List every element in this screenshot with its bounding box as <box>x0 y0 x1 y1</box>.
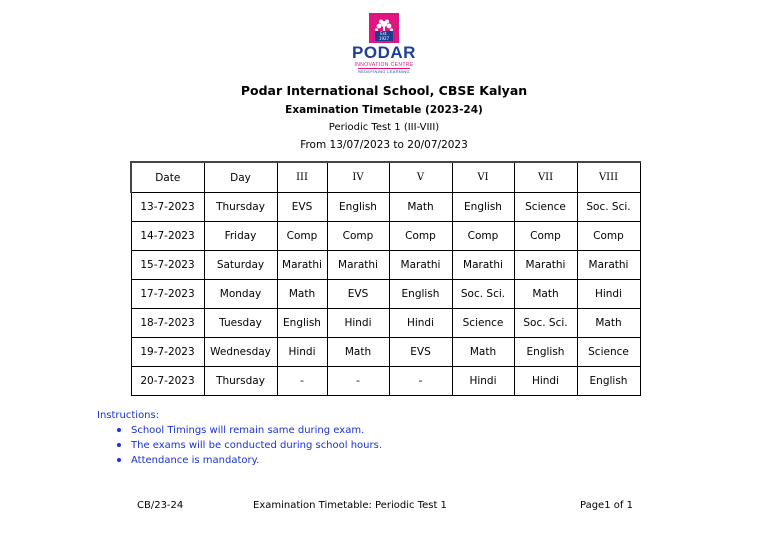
cell-subject: Marathi <box>452 251 514 280</box>
logo-tagline-2: REDEFINING LEARNING <box>358 69 410 74</box>
cell-subject: Hindi <box>514 367 577 396</box>
cell-date: 19-7-2023 <box>131 338 204 367</box>
table-row <box>131 251 640 280</box>
cell-date: 18-7-2023 <box>131 309 204 338</box>
col-header-grade-4: IV <box>327 162 389 193</box>
school-logo <box>0 13 768 75</box>
table-row <box>131 367 640 396</box>
cell-subject: - <box>277 367 327 396</box>
logo-badge: Est. 1927 <box>375 31 393 41</box>
footer-title: Examination Timetable: Periodic Test 1 <box>253 500 447 511</box>
col-header-grade-6: VI <box>452 162 514 193</box>
cell-day: Thursday <box>204 367 277 396</box>
table-row <box>131 309 640 338</box>
cell-subject: English <box>327 193 389 222</box>
table-row <box>131 280 640 309</box>
cell-subject: Math <box>389 193 452 222</box>
cell-subject: English <box>389 280 452 309</box>
logo-wordmark: PODAR <box>352 43 416 62</box>
table-header-row <box>131 162 640 193</box>
cell-subject: Hindi <box>452 367 514 396</box>
table-row <box>131 338 640 367</box>
cell-date: 13-7-2023 <box>131 193 204 222</box>
col-header-day: Day <box>204 162 277 193</box>
cell-subject: EVS <box>277 193 327 222</box>
cell-subject: Science <box>452 309 514 338</box>
cell-subject: Math <box>277 280 327 309</box>
cell-date: 14-7-2023 <box>131 222 204 251</box>
cell-subject: Science <box>514 193 577 222</box>
cell-subject: Math <box>514 280 577 309</box>
cell-subject: Science <box>577 338 640 367</box>
cell-subject: Hindi <box>327 309 389 338</box>
cell-subject: - <box>389 367 452 396</box>
cell-subject: EVS <box>389 338 452 367</box>
table-row <box>131 222 640 251</box>
col-header-grade-5: V <box>389 162 452 193</box>
cell-date: 17-7-2023 <box>131 280 204 309</box>
cell-subject: Soc. Sci. <box>452 280 514 309</box>
cell-subject: Math <box>577 309 640 338</box>
timetable <box>130 161 641 396</box>
cell-subject: Hindi <box>389 309 452 338</box>
instruction-item: Attendance is mandatory. <box>131 453 382 468</box>
cell-subject: - <box>327 367 389 396</box>
cell-subject: Comp <box>327 222 389 251</box>
instruction-item: School Timings will remain same during exam. <box>131 423 382 438</box>
cell-subject: Hindi <box>277 338 327 367</box>
cell-subject: Soc. Sci. <box>514 309 577 338</box>
cell-day: Thursday <box>204 193 277 222</box>
col-header-grade-7: VII <box>514 162 577 193</box>
tree-emblem <box>369 13 399 43</box>
instructions-section <box>97 409 382 468</box>
cell-subject: English <box>277 309 327 338</box>
cell-day: Monday <box>204 280 277 309</box>
cell-subject: Math <box>327 338 389 367</box>
cell-day: Wednesday <box>204 338 277 367</box>
cell-subject: Hindi <box>577 280 640 309</box>
instructions-title: Instructions: <box>97 410 160 421</box>
cell-subject: Math <box>452 338 514 367</box>
logo-tagline-1: INNOVATION CENTRE <box>354 62 414 68</box>
cell-subject: Comp <box>452 222 514 251</box>
cell-subject: Marathi <box>277 251 327 280</box>
table-row <box>131 193 640 222</box>
cell-subject: Comp <box>277 222 327 251</box>
cell-subject: Soc. Sci. <box>577 193 640 222</box>
cell-subject: EVS <box>327 280 389 309</box>
col-header-grade-3: III <box>277 162 327 193</box>
exam-title: Examination Timetable (2023-24) <box>285 104 483 116</box>
instruction-item: The exams will be conducted during school hours. <box>131 440 383 451</box>
date-range: From 13/07/2023 to 20/07/2023 <box>300 139 468 151</box>
cell-subject: Marathi <box>514 251 577 280</box>
cell-subject: English <box>452 193 514 222</box>
footer-code: CB/23-24 <box>137 500 184 511</box>
cell-subject: Comp <box>577 222 640 251</box>
instructions-list <box>97 423 382 468</box>
cell-subject: Marathi <box>577 251 640 280</box>
test-name: Periodic Test 1 (III-VIII) <box>328 122 440 133</box>
footer-page-number: Page1 of 1 <box>580 500 633 511</box>
cell-subject: English <box>514 338 577 367</box>
cell-subject: Comp <box>514 222 577 251</box>
school-name: Podar International School, CBSE Kalyan <box>240 83 528 98</box>
cell-date: 15-7-2023 <box>131 251 204 280</box>
cell-date: 20-7-2023 <box>131 367 204 396</box>
cell-day: Saturday <box>204 251 277 280</box>
cell-day: Tuesday <box>204 309 277 338</box>
cell-subject: Comp <box>389 222 452 251</box>
col-header-date: Date <box>131 162 204 193</box>
cell-subject: Marathi <box>389 251 452 280</box>
cell-day: Friday <box>204 222 277 251</box>
col-header-grade-8: VIII <box>577 162 640 193</box>
cell-subject: English <box>577 367 640 396</box>
cell-subject: Marathi <box>327 251 389 280</box>
